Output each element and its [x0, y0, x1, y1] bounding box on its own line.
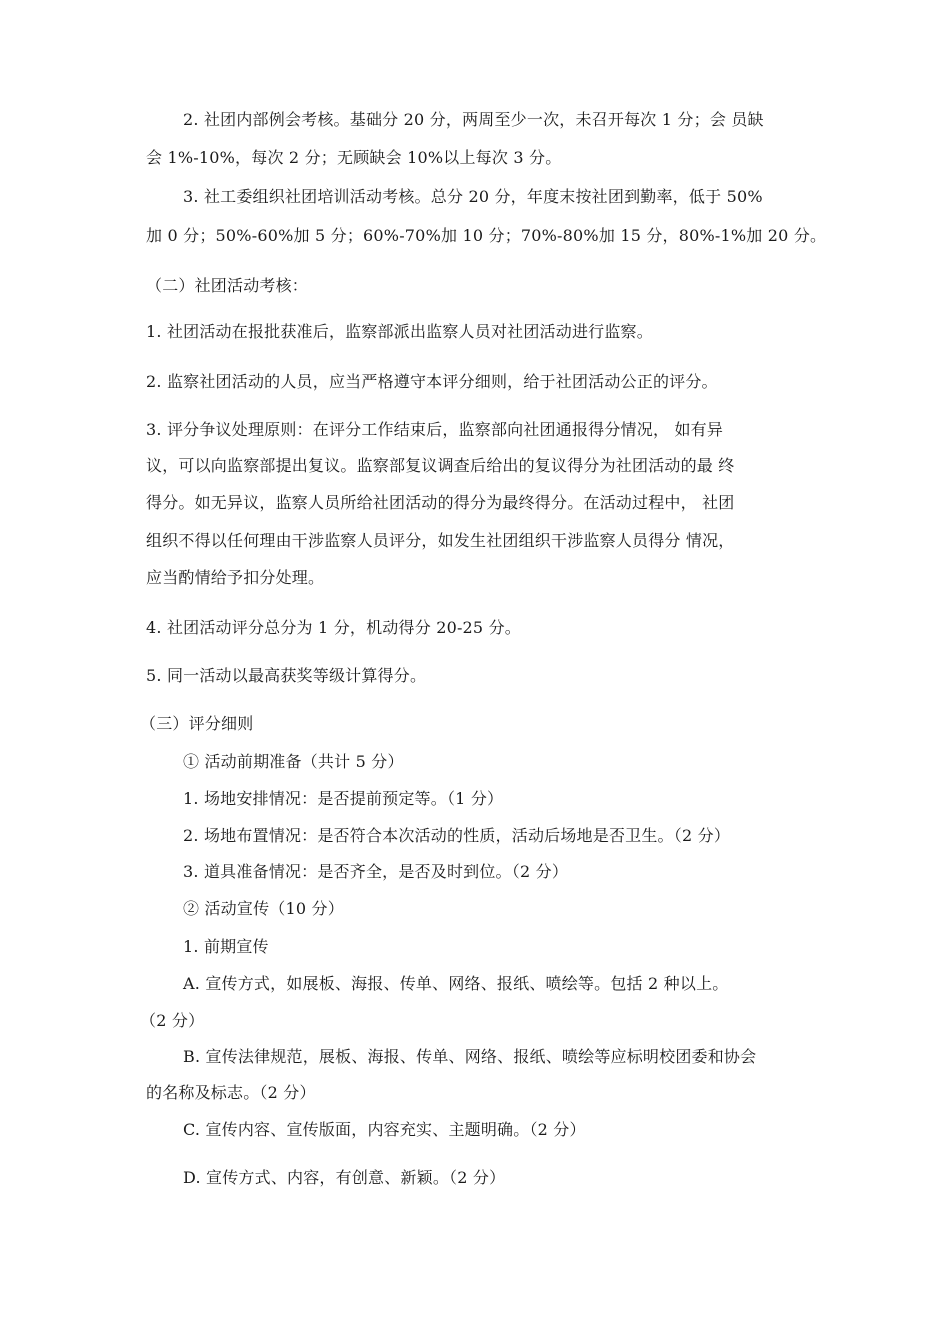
- text-line: 1. 前期宣传: [183, 937, 269, 956]
- text-line: 会 1%-10%，每次 2 分；无顾缺会 10%以上每次 3 分。: [146, 148, 562, 167]
- text-line: C. 宣传内容、宣传版面，内容充实、主题明确。（2 分）: [183, 1120, 586, 1139]
- section-heading: （三）评分细则: [140, 714, 254, 733]
- text-line: 3. 道具准备情况：是否齐全，是否及时到位。（2 分）: [183, 862, 569, 881]
- text-line: 3. 社工委组织社团培训活动考核。总分 20 分，年度末按社团到勤率，低于 50%: [183, 187, 763, 206]
- subsection-heading: ② 活动宣传（10 分）: [183, 899, 344, 918]
- text-line: B. 宣传法律规范，展板、海报、传单、网络、报纸、喷绘等应标明校团委和协会: [183, 1047, 757, 1066]
- text-line: 加 0 分；50%-60%加 5 分；60%-70%加 10 分；70%-80%加 15 分，80%-1%加 20 分。: [146, 226, 827, 245]
- text-line: 5. 同一活动以最高获奖等级计算得分。: [146, 666, 427, 685]
- text-line: 的名称及标志。（2 分）: [146, 1083, 316, 1102]
- text-line: 组织不得以任何理由干涉监察人员评分，如发生社团组织干涉监察人员得分 情况，: [146, 531, 735, 550]
- text-line: 1. 社团活动在报批获准后，监察部派出监察人员对社团活动进行监察。: [146, 322, 653, 341]
- section-heading: （二）社团活动考核：: [146, 276, 309, 295]
- subsection-heading: ① 活动前期准备（共计 5 分）: [183, 752, 404, 771]
- text-line: 1. 场地安排情况：是否提前预定等。（1 分）: [183, 789, 504, 808]
- text-line: 4. 社团活动评分总分为 1 分，机动得分 20-25 分。: [146, 618, 522, 637]
- text-line: （2 分）: [140, 1011, 205, 1030]
- text-line: A. 宣传方式，如展板、海报、传单、网络、报纸、喷绘等。包括 2 种以上。: [183, 974, 729, 993]
- text-line: D. 宣传方式、内容，有创意、新颖。（2 分）: [183, 1168, 506, 1187]
- text-line: 应当酌情给予扣分处理。: [146, 568, 325, 587]
- text-line: 2. 社团内部例会考核。基础分 20 分，两周至少一次，未召开每次 1 分；会 员缺: [183, 110, 764, 129]
- text-line: 议，可以向监察部提出复议。监察部复议调查后给出的复议得分为社团活动的最 终: [146, 456, 735, 475]
- text-line: 2. 场地布置情况：是否符合本次活动的性质，活动后场地是否卫生。（2 分）: [183, 826, 731, 845]
- text-line: 3. 评分争议处理原则：在评分工作结束后，监察部向社团通报得分情况， 如有异: [146, 420, 724, 439]
- text-line: 2. 监察社团活动的人员，应当严格遵守本评分细则，给于社团活动公正的评分。: [146, 372, 718, 391]
- text-line: 得分。如无异议，监察人员所给社团活动的得分为最终得分。在活动过程中， 社团: [146, 493, 735, 512]
